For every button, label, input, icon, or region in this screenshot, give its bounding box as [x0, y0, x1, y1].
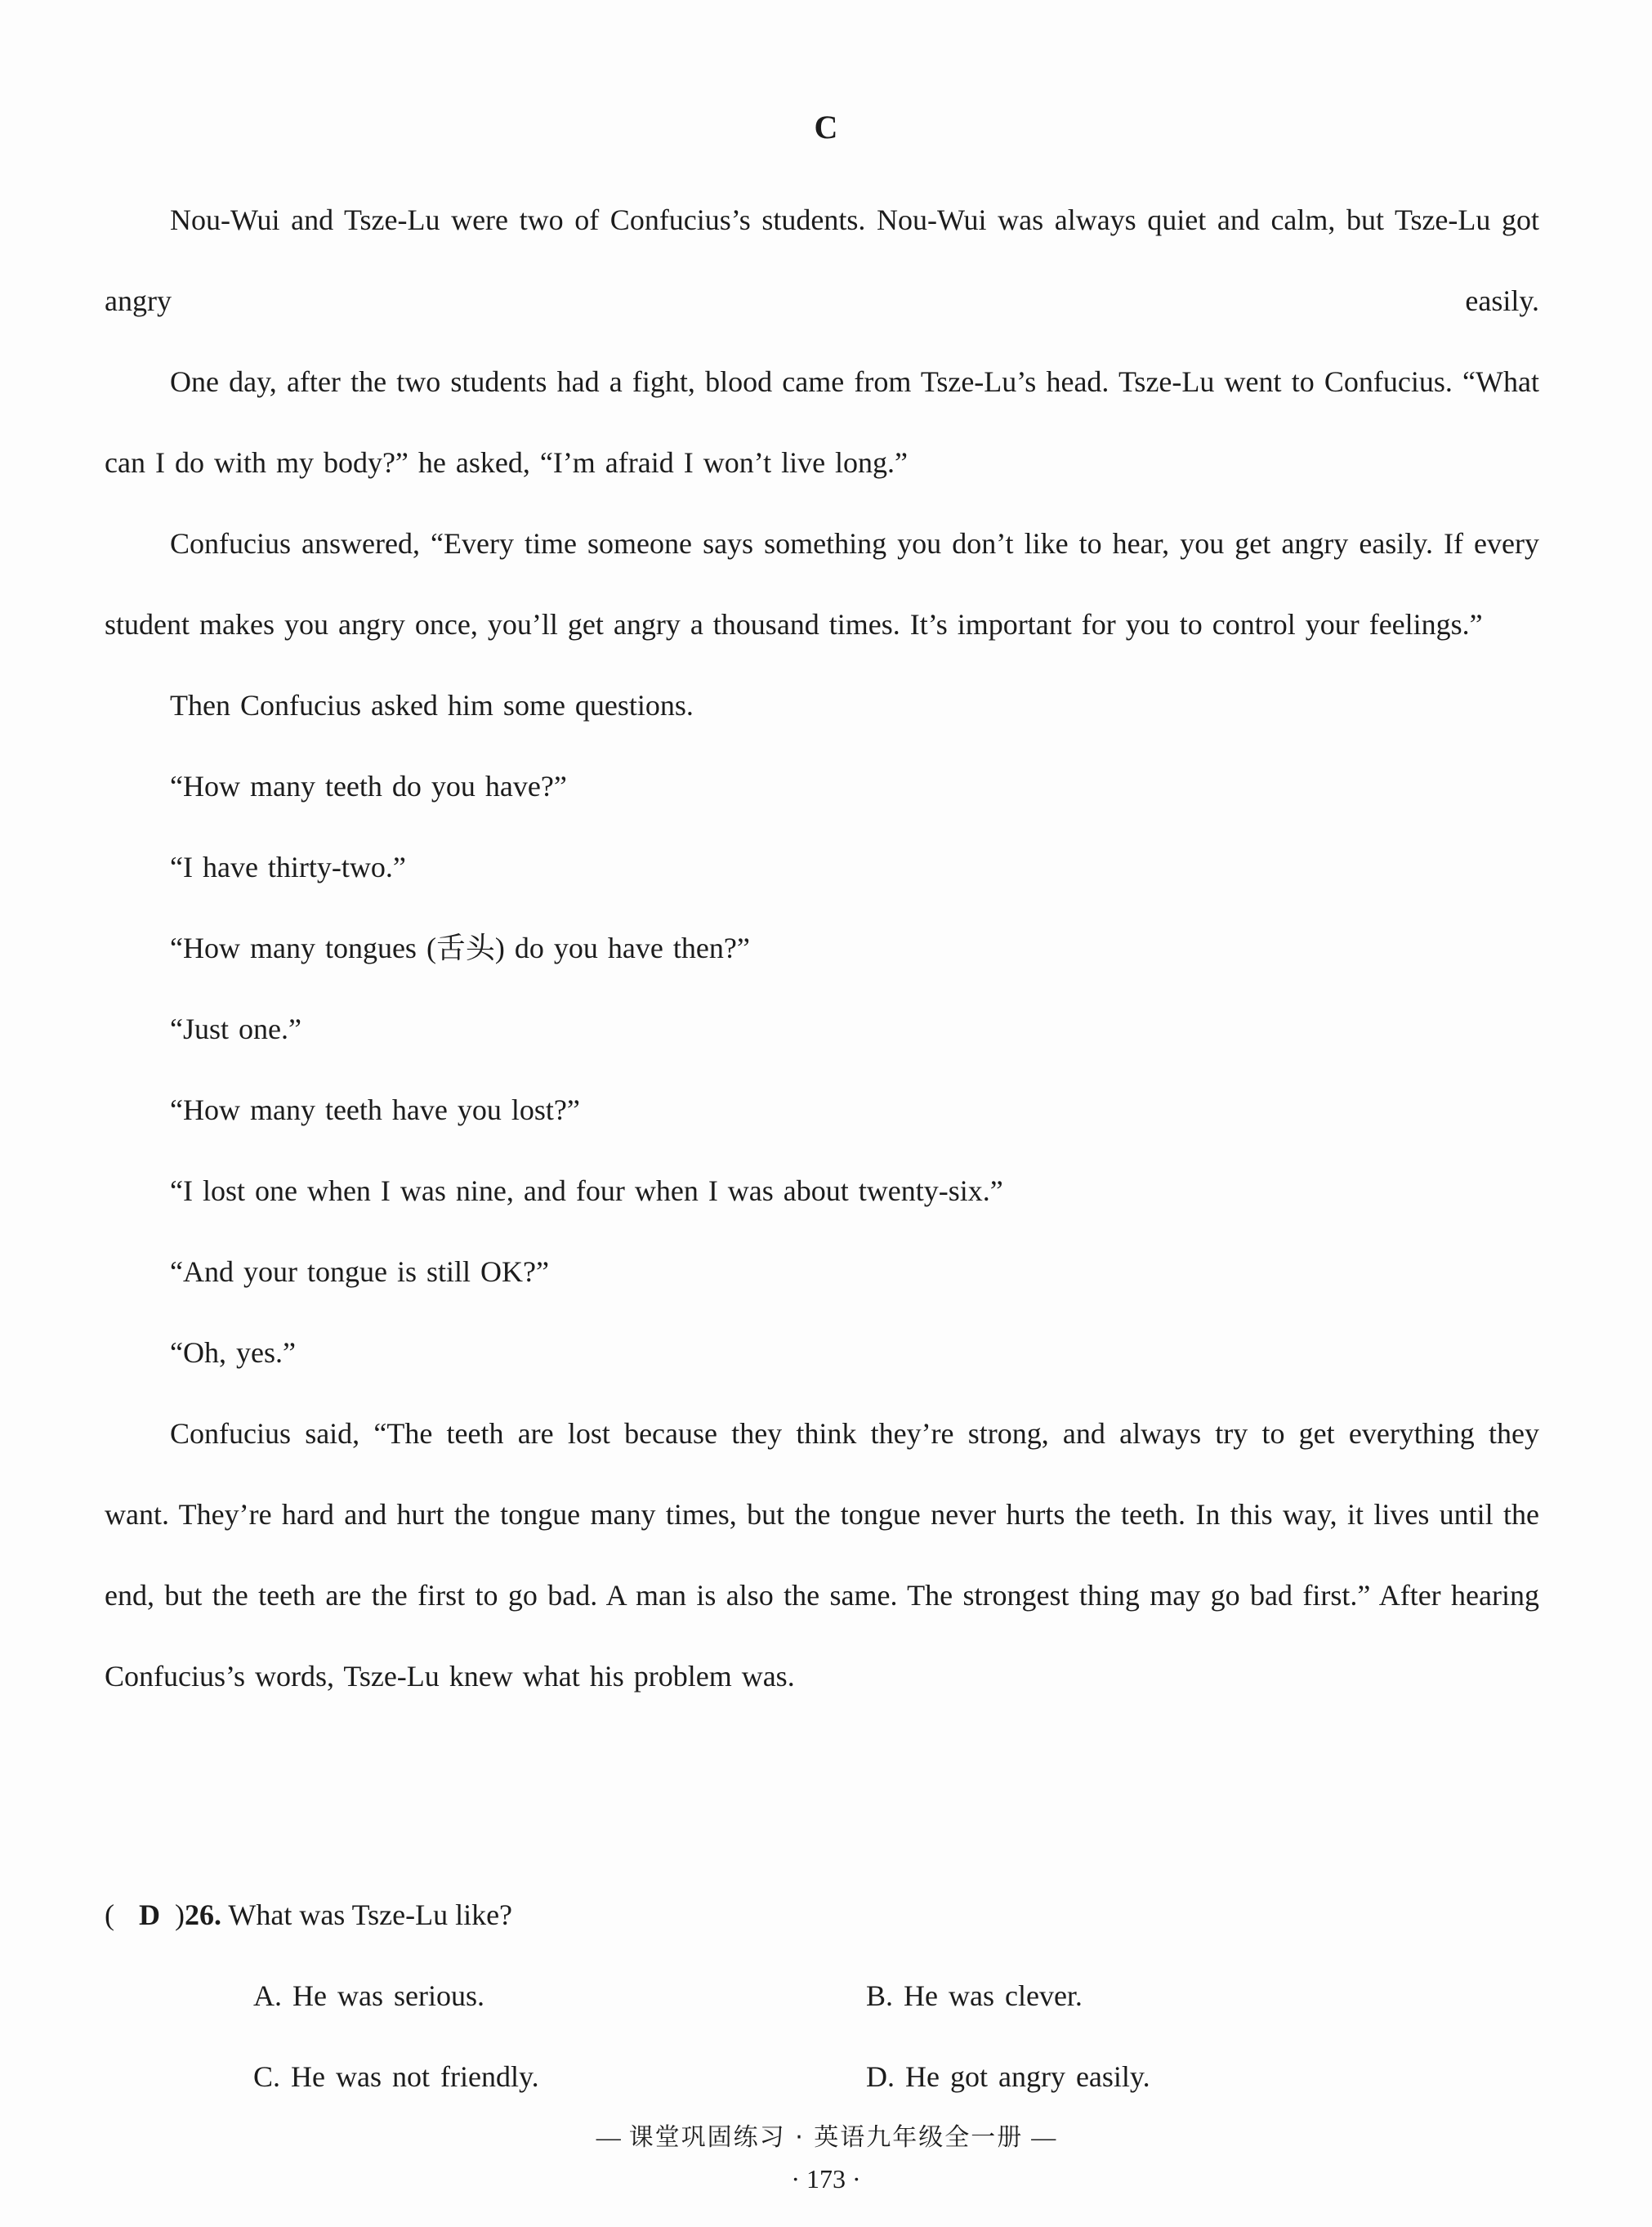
question-stem [105, 1875, 1539, 1956]
paragraph: One day, after the two students had a fight, blood came from Tsze-Lu’s head. Tsze-Lu went to Confucius. “What can I do with my body?” he asked, “I’m afraid I won’t live long.” [105, 365, 1539, 479]
page-number: 173 [806, 2164, 846, 2193]
dialogue-line: “And your tongue is still OK?” [170, 1255, 549, 1288]
page-dot-left: · [791, 2164, 800, 2193]
page-footer [0, 2122, 1652, 2154]
footer-dash-right: — [1031, 2124, 1056, 2151]
section-title: C [814, 109, 838, 145]
dialogue-line: “How many tongues (舌头) do you have then?” [170, 932, 750, 964]
option-letter: C. [253, 2060, 281, 2093]
option-letter: B. [866, 1979, 894, 2012]
paragraph: Nou-Wui and Tsze-Lu were two of Confucius’s students. Nou-Wui was always quiet and calm, but Tsze-Lu got angry easily. [105, 203, 1539, 317]
paragraph: Confucius answered, “Every time someone says something you don’t like to hear, you get angry easily. If every student makes you angry once, you’ll get angry a thousand times. It’s important for you to control your feelings.” [105, 527, 1539, 641]
dialogue-line: “Just one.” [170, 1013, 301, 1045]
option-text: He was serious. [292, 1979, 484, 2012]
dialogue-line: “How many teeth do you have?” [170, 770, 567, 803]
option-letter: A. [253, 1979, 282, 2012]
option-d [866, 2037, 1479, 2117]
page-dot-right: · [852, 2164, 861, 2193]
question-26 [105, 1875, 1539, 1956]
answer-paren-close: ) [175, 1898, 185, 1931]
dialogue-line: “Oh, yes.” [170, 1336, 296, 1369]
book-title: 课堂巩固练习 · 英语九年级全一册 [628, 2123, 1024, 2152]
answer-paren-open: ( [105, 1898, 114, 1931]
option-letter: D. [866, 2060, 895, 2093]
option-b [866, 1956, 1479, 2037]
option-text: He was not friendly. [291, 2060, 539, 2093]
answer-letter: D [139, 1898, 160, 1931]
question-text: What was Tsze-Lu like? [228, 1898, 513, 1931]
dialogue-line: “I lost one when I was nine, and four when I was about twenty-six.” [170, 1174, 1003, 1207]
paragraph: Then Confucius asked him some questions. [170, 689, 694, 722]
options-row [253, 1956, 1479, 2037]
option-a [253, 1956, 866, 2037]
dialogue-line: “How many teeth have you lost?” [170, 1093, 580, 1126]
option-c [253, 2037, 866, 2117]
option-text: He got angry easily. [905, 2060, 1150, 2093]
footer-dash-left: — [596, 2124, 621, 2151]
option-text: He was clever. [904, 1979, 1083, 2012]
question-number: 26. [185, 1898, 221, 1931]
answer-options [253, 1956, 1479, 2117]
dialogue-line: “I have thirty-two.” [170, 851, 406, 883]
page-number-line [0, 2164, 1652, 2194]
options-row [253, 2037, 1479, 2117]
reading-passage [105, 180, 1539, 1717]
paragraph: Confucius said, “The teeth are lost because they think they’re strong, and always try to get everything they want. They’re hard and hurt the tongue many times, but the tongue never hurts the teeth. In this way, it lives until the end, but the teeth are the first to go bad. A man is also the same. The strongest thing may go bad first.” After hearing Confucius’s words, Tsze-Lu knew what his problem was. [105, 1417, 1539, 1693]
